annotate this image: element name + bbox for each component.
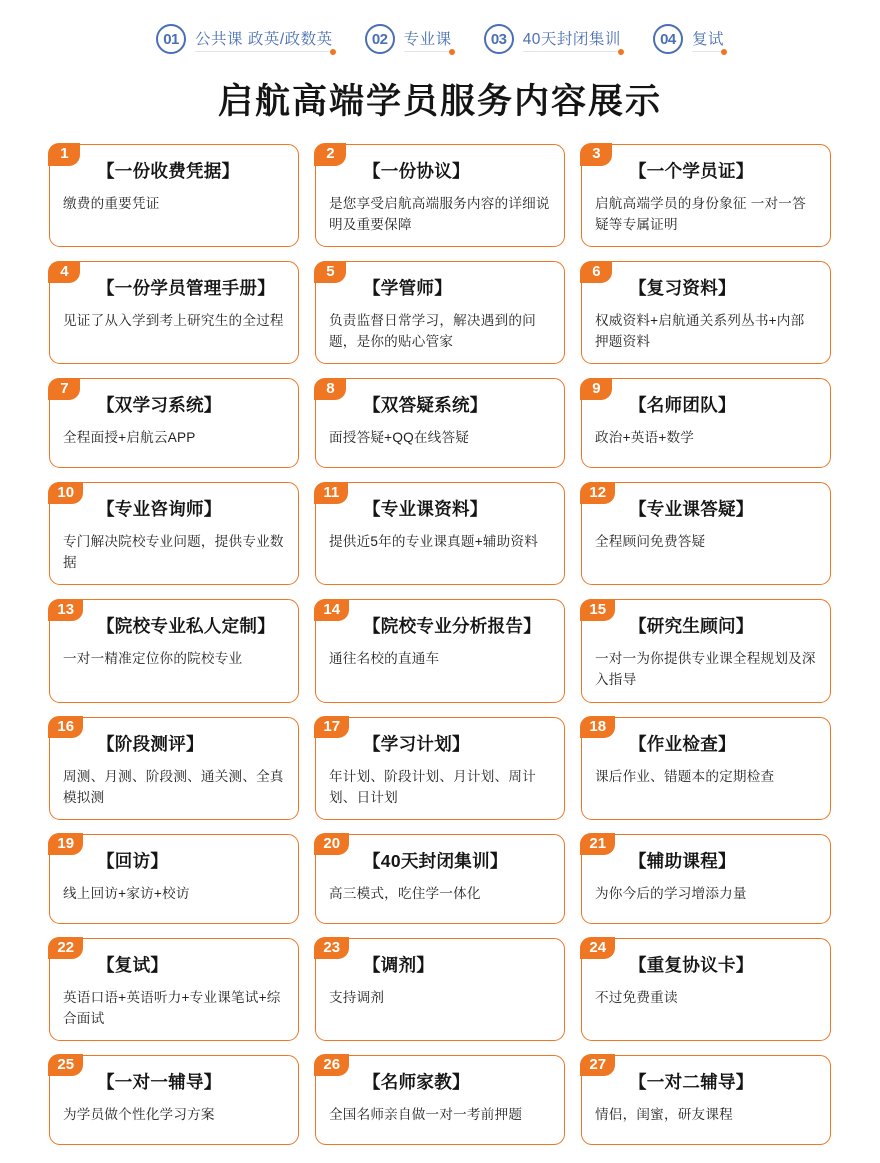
card-title: 【阶段测评】 <box>97 733 204 754</box>
card-description: 为学员做个性化学习方案 <box>63 1106 215 1122</box>
card-title: 【双学习系统】 <box>97 395 222 416</box>
card-title: 【一份协议】 <box>363 161 470 181</box>
step-label: 公共课 政英/政数英 <box>195 27 333 52</box>
card-number: 15 <box>580 599 615 621</box>
step-item-2[interactable] <box>365 24 452 54</box>
service-card <box>315 482 565 585</box>
card-number: 20 <box>314 833 349 855</box>
step-number: 01 <box>156 24 186 54</box>
card-title: 【辅助课程】 <box>629 850 736 871</box>
card-title: 【重复协议卡】 <box>629 954 754 975</box>
step-label: 专业课 <box>404 27 452 52</box>
card-description: 不过免费重读 <box>595 989 678 1005</box>
card-number: 18 <box>580 716 615 738</box>
step-number: 02 <box>365 24 395 54</box>
card-title: 【学管师】 <box>363 278 452 299</box>
card-number: 17 <box>314 716 349 738</box>
service-card <box>49 599 299 702</box>
card-description: 全国名师亲自做一对一考前押题 <box>329 1106 523 1122</box>
card-description: 英语口语+英语听力+专业课笔试+综合面试 <box>63 989 281 1026</box>
card-number: 3 <box>580 143 612 165</box>
card-description: 面授答疑+QQ在线答疑 <box>329 430 470 446</box>
card-description: 全程顾问免费答疑 <box>595 534 706 550</box>
service-card-grid <box>0 144 880 1163</box>
card-title: 【院校专业私人定制】 <box>97 616 275 637</box>
card-title: 【名师团队】 <box>629 395 736 416</box>
card-description: 通往名校的直通车 <box>329 651 440 667</box>
card-title: 【一对二辅导】 <box>629 1071 754 1092</box>
service-card <box>49 1055 299 1145</box>
service-card <box>315 599 565 702</box>
card-number: 11 <box>314 482 348 504</box>
card-number: 6 <box>580 261 612 283</box>
card-description: 支持调剂 <box>329 989 385 1005</box>
service-card <box>315 378 565 468</box>
card-title: 【一对一辅导】 <box>97 1071 222 1092</box>
card-title: 【40天封闭集训】 <box>363 850 508 871</box>
card-title: 【回访】 <box>97 850 169 871</box>
card-number: 4 <box>48 261 80 283</box>
card-number: 1 <box>48 143 80 165</box>
card-title: 【专业咨询师】 <box>97 499 222 520</box>
step-label: 40天封闭集训 <box>523 27 621 52</box>
service-card <box>49 482 299 585</box>
service-card <box>581 1055 831 1145</box>
card-title: 【院校专业分析报告】 <box>363 616 541 637</box>
card-title: 【名师家教】 <box>363 1071 470 1092</box>
service-card <box>581 144 831 247</box>
card-number: 2 <box>314 143 346 165</box>
service-card <box>581 599 831 702</box>
card-number: 12 <box>580 482 615 504</box>
service-card <box>315 834 565 924</box>
step-label: 复试 <box>692 27 724 52</box>
service-card <box>581 261 831 364</box>
service-card <box>49 378 299 468</box>
card-description: 权威资料+启航通关系列丛书+内部押题资料 <box>595 313 805 350</box>
steps-nav <box>0 0 880 56</box>
card-title: 【一份学员管理手册】 <box>97 278 275 299</box>
service-card <box>315 144 565 247</box>
card-number: 25 <box>48 1054 83 1076</box>
service-card <box>49 717 299 820</box>
step-item-4[interactable] <box>653 24 724 54</box>
service-card <box>49 834 299 924</box>
card-number: 24 <box>580 937 615 959</box>
service-card <box>315 261 565 364</box>
card-number: 16 <box>48 716 83 738</box>
card-number: 10 <box>48 482 83 504</box>
service-card <box>315 938 565 1041</box>
card-description: 见证了从入学到考上研究生的全过程 <box>63 313 284 329</box>
service-card <box>581 834 831 924</box>
card-title: 【复习资料】 <box>629 278 736 299</box>
page-title-wrap <box>0 56 880 144</box>
card-number: 22 <box>48 937 83 959</box>
card-number: 27 <box>580 1054 615 1076</box>
step-item-3[interactable] <box>484 24 621 54</box>
service-card <box>581 482 831 585</box>
card-description: 年计划、阶段计划、月计划、周计划、日计划 <box>329 768 536 805</box>
card-title: 【双答疑系统】 <box>363 395 488 416</box>
card-number: 7 <box>48 378 80 400</box>
step-item-1[interactable] <box>156 24 333 54</box>
card-description: 周测、月测、阶段测、通关测、全真模拟测 <box>63 768 284 805</box>
card-description: 情侣，闺蜜，研友课程 <box>595 1106 733 1122</box>
card-number: 14 <box>314 599 349 621</box>
card-title: 【研究生顾问】 <box>629 616 754 637</box>
card-description: 专门解决院校专业问题，提供专业数据 <box>63 534 284 571</box>
card-number: 19 <box>48 833 83 855</box>
card-number: 9 <box>580 378 612 400</box>
card-number: 26 <box>314 1054 349 1076</box>
service-card <box>49 261 299 364</box>
card-number: 23 <box>314 937 349 959</box>
card-title: 【调剂】 <box>363 954 435 975</box>
card-description: 启航高端学员的身份象征 一对一答疑等专属证明 <box>595 196 806 233</box>
service-card <box>49 144 299 247</box>
card-number: 21 <box>580 833 615 855</box>
card-description: 负责监督日常学习，解决遇到的问题，是你的贴心管家 <box>329 313 536 350</box>
card-description: 课后作业、错题本的定期检查 <box>595 768 775 784</box>
card-number: 5 <box>314 261 346 283</box>
card-title: 【专业课答疑】 <box>629 499 754 520</box>
card-description: 高三模式，吃住学一体化 <box>329 885 481 901</box>
card-title: 【复试】 <box>97 954 169 975</box>
service-card <box>581 717 831 820</box>
service-card <box>581 938 831 1041</box>
card-description: 全程面授+启航云APP <box>63 430 196 446</box>
card-description: 政治+英语+数学 <box>595 430 695 446</box>
step-number: 03 <box>484 24 514 54</box>
card-title: 【一个学员证】 <box>629 161 754 181</box>
card-number: 13 <box>48 599 83 621</box>
service-card <box>315 1055 565 1145</box>
card-title: 【作业检查】 <box>629 733 736 754</box>
service-card <box>315 717 565 820</box>
card-title: 【学习计划】 <box>363 733 470 754</box>
service-card <box>49 938 299 1041</box>
card-description: 线上回访+家访+校访 <box>63 885 190 901</box>
card-description: 是您享受启航高端服务内容的详细说明及重要保障 <box>329 196 550 233</box>
card-description: 一对一为你提供专业课全程规划及深入指导 <box>595 651 816 688</box>
card-description: 一对一精准定位你的院校专业 <box>63 651 243 667</box>
card-number: 8 <box>314 378 346 400</box>
card-description: 提供近5年的专业课真题+辅助资料 <box>329 534 539 550</box>
card-title: 【一份收费凭据】 <box>97 161 240 181</box>
service-card <box>581 378 831 468</box>
step-number: 04 <box>653 24 683 54</box>
card-description: 为你今后的学习增添力量 <box>595 885 747 901</box>
page-title: 启航高端学员服务内容展示 <box>217 82 662 121</box>
card-title: 【专业课资料】 <box>363 499 488 520</box>
card-description: 缴费的重要凭证 <box>63 196 160 211</box>
